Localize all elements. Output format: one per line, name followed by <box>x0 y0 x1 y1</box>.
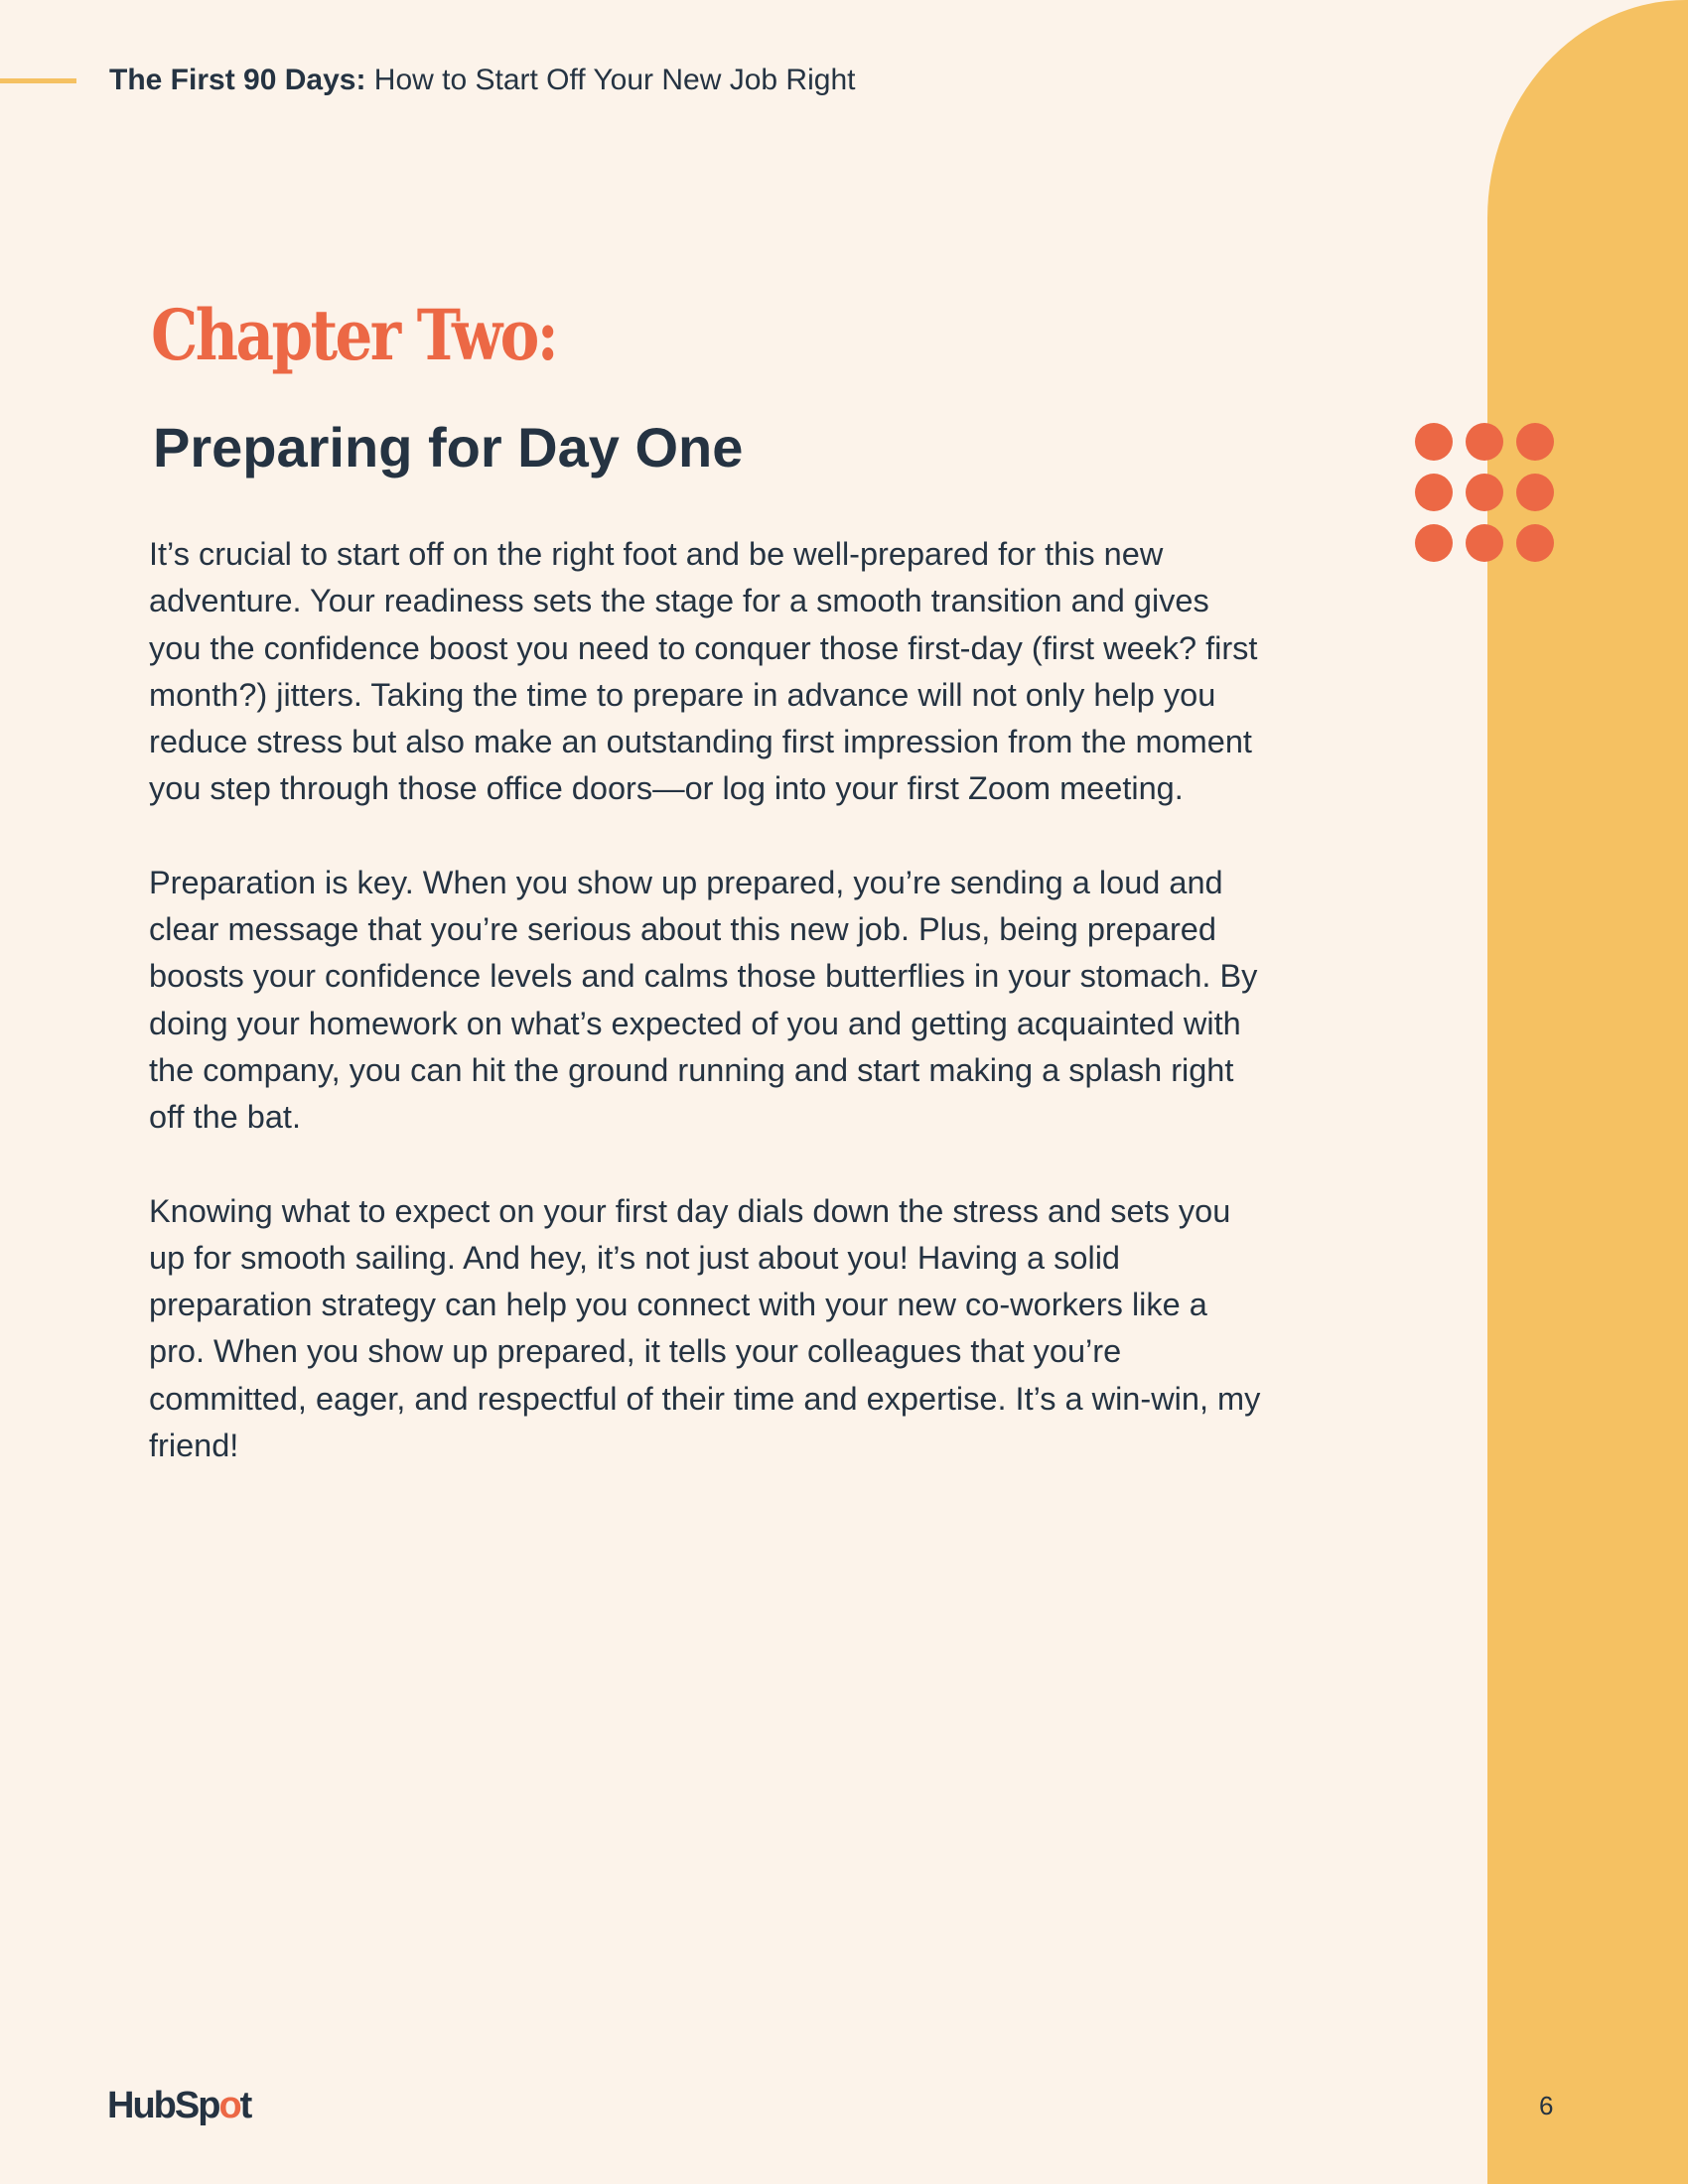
body-text <box>149 531 1261 1516</box>
running-header <box>109 64 855 97</box>
paragraph: Preparation is key. When you show up prepared, you’re sending a loud and clear message that you’re serious about this new job. Plus, being prepared boosts your confidence levels and calms those butterflies in your stomach. By doing your homework on what’s expected of you and getting acquainted with the company, you can hit the ground running and start making a splash right off the bat. <box>149 864 1258 1136</box>
header-title-bold: The First 90 Days: <box>109 64 366 96</box>
dot <box>1516 474 1554 511</box>
dot <box>1415 474 1453 511</box>
dot <box>1415 423 1453 461</box>
dot <box>1516 423 1554 461</box>
dot <box>1415 524 1453 562</box>
paragraph: Knowing what to expect on your first day dials down the stress and sets you up for smooth sailing. And hey, it’s not just about you! Having a solid preparation strategy can help you connect with your new co-workers like a pro. When you show up prepared, it tells your colleagues that you’re committed, eager, and respectful of their time and expertise. It’s a win-win, my friend! <box>149 1192 1261 1464</box>
hubspot-logo <box>107 2085 250 2127</box>
decorative-dot-grid <box>1415 423 1554 562</box>
logo-sprocket-icon: o <box>218 2085 240 2126</box>
header-title-rest: How to Start Off Your New Job Right <box>365 64 856 96</box>
paragraph: It’s crucial to start off on the right foot and be well-prepared for this new adventure. Your readiness sets the stage for a smooth transition and gives you the confidence boost you need to conquer those first-day (first week? first month?) jitters. Taking the time to prepare in advance will not only help you reduce stress but also make an outstanding first impression from the moment you step through those office doors—or log into your first Zoom meeting. <box>149 536 1258 807</box>
page-number: 6 <box>1539 2091 1554 2120</box>
chapter-title: Preparing for Day One <box>153 416 744 478</box>
header-accent-line <box>0 78 76 83</box>
dot <box>1516 524 1554 562</box>
dot <box>1466 474 1503 511</box>
chapter-label: Chapter Two: <box>151 294 557 376</box>
dot <box>1466 423 1503 461</box>
logo-text: t <box>239 2085 251 2126</box>
decorative-side-panel <box>1487 0 1688 2184</box>
logo-text: HubSp <box>107 2085 219 2126</box>
dot <box>1466 524 1503 562</box>
